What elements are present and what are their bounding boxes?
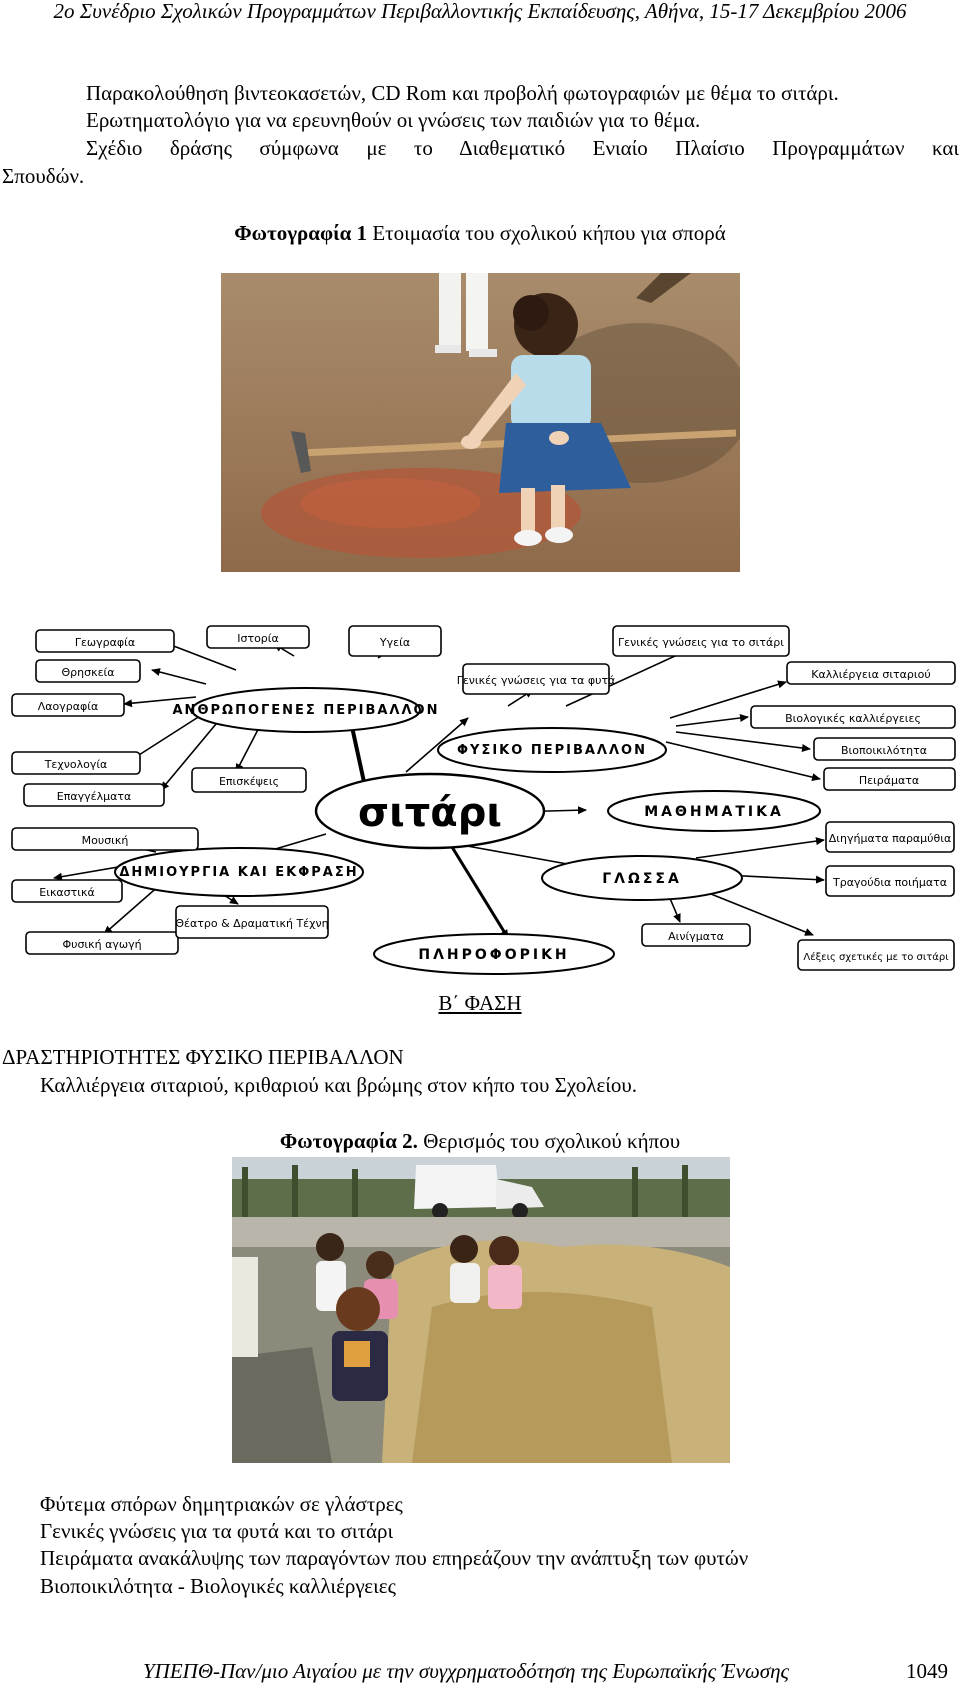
leaf-visits: Επισκέψεις: [218, 775, 280, 788]
photo2-caption: [0, 1128, 960, 1154]
leaf-technology: Τεχνολογία: [44, 758, 108, 771]
leaf-wheat-knowledge: Γενικές γνώσεις για το σιτάρι: [618, 636, 784, 649]
leaf-music: Μουσική: [81, 834, 129, 847]
hub-it-label: ΠΛΗΡΟΦΟΡΙΚΗ: [418, 947, 570, 963]
hub-math-label: ΜΑΘΗΜΑΤΙΚΑ: [644, 804, 784, 820]
intro-line-3: Σχέδιο δράσης σύμφωνα με το Διαθεματικό Ενιαίο Πλαίσιο Προγραμμάτων και: [86, 136, 959, 160]
center-label: σιτάρι: [358, 790, 502, 836]
leaf-theatre: Θέατρο & Δραματική Τέχνη: [175, 917, 329, 930]
photo-harvest: [232, 1157, 730, 1463]
leaf-related-words: Λέξεις σχετικές με το σιτάρι: [803, 952, 949, 963]
concept-map: [6, 622, 956, 980]
leaf-religion: Θρησκεία: [61, 666, 115, 679]
photo1-caption: [0, 220, 960, 246]
hub-creation-label: ΔΗΜΙΟΥΡΓΙΑ ΚΑΙ ΕΚΦΡΑΣΗ: [119, 865, 359, 880]
leaf-wheat-cultivation: Καλλιέργεια σιταριού: [811, 668, 931, 681]
photo2-label: Φωτογραφία 2.: [279, 1129, 418, 1153]
intro-line-2: Ερωτηματολόγιο για να ερευνηθούν οι γνώσεις των παιδιών για το θέμα.: [86, 108, 701, 132]
leaf-folklore: Λαογραφία: [37, 700, 99, 713]
leaf-visual-arts: Εικαστικά: [39, 886, 95, 899]
activities-heading: ΔΡΑΣΤΗΡΙΟΤΗΤΕΣ ΦΥΣΙΚΟ ΠΕΡΙΒΑΛΛΟΝ: [2, 1045, 404, 1069]
hub-natural-label: ΦΥΣΙΚΟ ΠΕΡΙΒΑΛΛΟΝ: [457, 743, 647, 758]
photo-garden-preparation: [221, 273, 740, 572]
page-number: 1049: [906, 1659, 948, 1683]
leaf-plant-knowledge: Γενικές γνώσεις για τα φυτά: [456, 674, 616, 687]
photo2-caption-text: Θερισμός του σχολικού κήπου: [417, 1129, 681, 1153]
leaf-geography: Γεωγραφία: [74, 636, 136, 649]
concept-map-svg: [6, 622, 956, 980]
intro-line-4: Σπουδών.: [2, 164, 85, 188]
phase-heading: Β΄ ΦΑΣΗ: [438, 991, 522, 1015]
leaf-health: Υγεία: [379, 636, 411, 649]
running-header: 2ο Συνέδριο Σχολικών Προγραμμάτων Περιβαλλοντικής Εκπαίδευσης, Αθήνα, 15-17 Δεκεμβρίου 2006: [53, 0, 907, 23]
leaf-professions: Επαγγέλματα: [56, 790, 132, 803]
photo-garden-preparation-image: [221, 273, 740, 572]
list-item: Βιοποικιλότητα - Βιολογικές καλλιέργειες: [40, 1574, 396, 1598]
leaf-physical-ed: Φυσική αγωγή: [62, 938, 142, 951]
list-item: Φύτεμα σπόρων δημητριακών σε γλάστρες: [40, 1492, 403, 1516]
hub-language-label: ΓΛΩΣΣΑ: [602, 871, 682, 887]
list-item: Πειράματα ανακάλυψης των παραγόντων που επηρεάζουν την ανάπτυξη των φυτών: [40, 1546, 749, 1570]
leaf-songs: Τραγούδια ποιήματα: [833, 876, 947, 889]
leaf-riddles: Αινίγματα: [668, 930, 724, 943]
photo1-label: Φωτογραφία 1: [234, 221, 368, 245]
leaf-organic: Βιολογικές καλλιέργειες: [785, 712, 921, 725]
hub-human-label: ΑΝΘΡΩΠΟΓΕΝΕΣ ΠΕΡΙΒΑΛΛΟΝ: [172, 703, 440, 718]
leaf-history: Ιστορία: [237, 632, 279, 645]
activities-line: Καλλιέργεια σιταριού, κριθαριού και βρώμης στον κήπο του Σχολείου.: [40, 1073, 638, 1097]
intro-line-1: Παρακολούθηση βιντεοκασετών, CD Rom και προβολή φωτογραφιών με θέμα το σιτάρι.: [86, 81, 839, 105]
footer-text: ΥΠΕΠΘ-Παν/μιο Αιγαίου με την συγχρηματοδότηση της Ευρωπαϊκής Ένωσης: [143, 1659, 790, 1683]
leaf-biodiversity: Βιοποικιλότητα: [841, 744, 927, 757]
leaf-stories: Διηγήματα παραμύθια: [828, 832, 952, 845]
leaf-experiments: Πειράματα: [858, 774, 920, 787]
photo-harvest-image: [232, 1157, 730, 1463]
photo1-caption-text: Ετοιμασία του σχολικού κήπου για σπορά: [367, 221, 726, 245]
list-item: Γενικές γνώσεις για τα φυτά και το σιτάρι: [40, 1519, 394, 1543]
